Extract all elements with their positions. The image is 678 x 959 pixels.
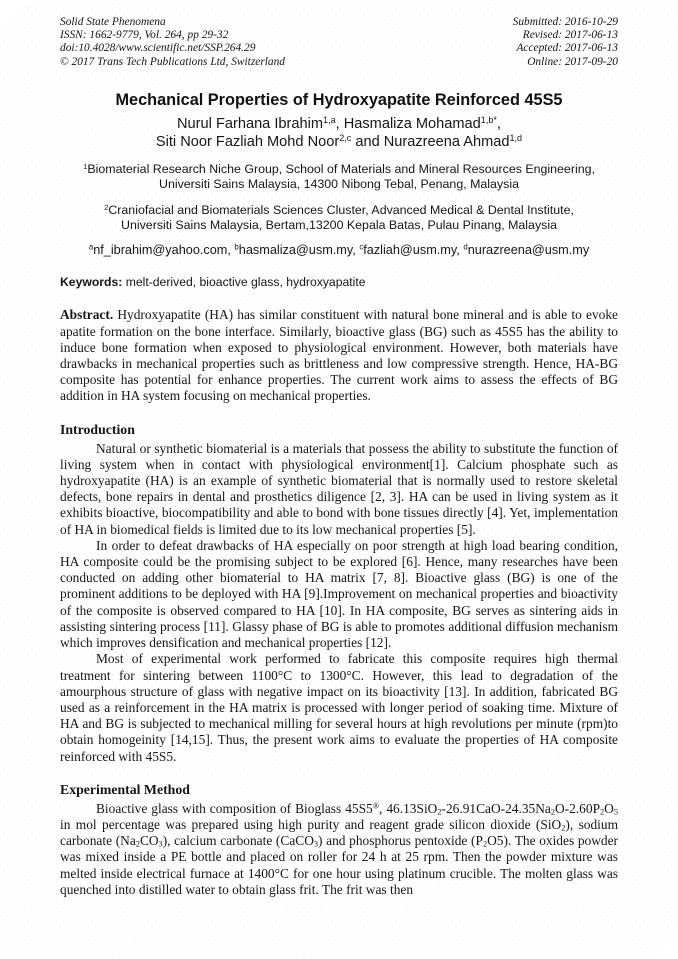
author-emails: $^a$nf_ibrahim@yahoo.com, $^b$hasmaliza@usm.my, $^c$fazliah@usm.my, $^d$nurazreena@usm.my <box>88 243 590 258</box>
abstract-paragraph: Abstract. Hydroxyapatite (HA) has similar constituent with natural bone mineral and is able to evoke apatite formation on the bone interface. Similarly, bioactive glass (BG) such as 45S5 has the ability to induce bone formation when exposed to physiological environment. However, both materials have drawbacks in mechanical properties such as brittleness and low compressive strength. Hence, HA-BG composite has potential for enhance properties. The current work aims to assess the effects of BG addition in HA system focusing on mechanical properties. <box>60 307 618 404</box>
date-revised: Revised: 2017-06-13 <box>522 29 618 42</box>
section-heading-introduction: Introduction <box>60 421 135 437</box>
keywords-line: Keywords: melt-derived, bioactive glass, hydroxyapatite <box>60 275 366 290</box>
journal-doi: doi:10.4028/www.scientific.net/SSP.264.29 <box>60 42 256 55</box>
authors-line-2: Siti Noor Fazliah Mohd Noor$^{2,c}$ and Nurazreena Ahmad$^{1,d}$ <box>155 132 523 150</box>
journal-issn: ISSN: 1662-9779, Vol. 264, pp 29-32 <box>60 29 229 42</box>
introduction-paragraph-1: Natural or synthetic biomaterial is a materials that possess the ability to substitute the function of living system when in contact with physiological environment[1]. Calcium phosphate such as hydroxyapatite (HA) is an example of synthetic biomaterial that is normally used to restore skeletal defects, bone repairs in dental and prosthetics diligence [2, 3]. HA can be used in living system as it exhibits bioactive, biocompatibility and able to bond with bone tissues directly [4]. Yet, implementation of HA in biomedical fields is limited due to its low mechanical properties [5]. <box>60 440 618 537</box>
journal-name: Solid State Phenomena <box>60 16 166 28</box>
date-submitted: Submitted: 2016-10-29 <box>512 16 618 28</box>
journal-copyright: © 2017 Trans Tech Publications Ltd, Switzerland <box>60 55 285 68</box>
affiliation-2: $^2$Craniofacial and Biomaterials Sciences Cluster, Advanced Medical & Dental Institute, Universiti Sains Malaysia, Bertam,13200 Kepala Batas, Pulau Pinang, Malaysia <box>104 202 574 233</box>
journal-info <box>60 16 285 69</box>
section-heading-experimental-method: Experimental Method <box>60 781 190 797</box>
date-online: Online: 2017-09-20 <box>527 55 618 68</box>
introduction-paragraph-3: Most of experimental work performed to fabricate this composite requires high thermal treatment for sintering between 1100°C to 1300°C. However, this lead to degradation of the amourphous structure of glass with negative impact on its bioactivity [13]. In addition, fabricated BG used as a reinforcement in the HA matrix is processed with longer period of soaking time. Mixture of HA and BG is subjected to mechanical milling for several hours at high revolutions per minute (rpm)to obtain homogeinity [14,15]. Thus, the present work aims to evaluate the properties of HA composite reinforced with 45S5. <box>60 651 618 764</box>
introduction-paragraph-2: In order to defeat drawbacks of HA especially on poor strength at high load bearing condition, HA composite could be the promising subject to be explored [6]. Hence, many researches have been conducted on adding other biomaterial to HA matrix [7, 8]. Bioactive glass (BG) is one of the prominent additions to be deployed with HA [9].Improvement on mechanical properties and bioactivity of the composite is observed compared to HA [10]. In HA composite, BG serves as sintering aids in assisting sintering process [11]. Glassy phase of BG is able to promotes additional diffusion mechanism which improves densification and mechanical properties [12]. <box>60 537 618 651</box>
authors-block <box>60 115 618 151</box>
authors-line-1: Nurul Farhana Ibrahim$^{1,a}$, Hasmaliza Mohamad$^{1,b*}$, <box>177 114 501 132</box>
date-accepted: Accepted: 2017-06-13 <box>516 42 618 55</box>
experimental-paragraph-1: Bioactive glass with composition of Bioglass 45S5®, $46.13SiO_2-26.91CaO-24.35Na_2O-2.60P_2O_5$ in mol percentage was prepared using high purity and reagent grade silicon dioxide (SiO$_2$), sodium carbonate $(Na_2CO_3)$, calcium carbonate (CaCO$_3$) and phosphorus pentoxide $(P_2O5)$. The oxides powder was mixed inside a PE bottle and placed on roller for 24 h at 25 rpm. Then the powder mixture was melted inside electrical furnace at 1400°C for one hour using platinum crucible. The molten glass was quenched into distilled water to obtain glass frit. The frit was then <box>60 800 619 897</box>
paper-title: Mechanical Properties of Hydroxyapatite Reinforced 45S5 <box>115 90 563 109</box>
affiliation-1: $^1$Biomaterial Research Niche Group, School of Materials and Mineral Resources Engineering, Universiti Sains Malaysia, 14300 Nibong Tebal, Penang, Malaysia <box>83 161 595 192</box>
page-header <box>60 16 618 69</box>
submission-dates <box>513 16 618 69</box>
